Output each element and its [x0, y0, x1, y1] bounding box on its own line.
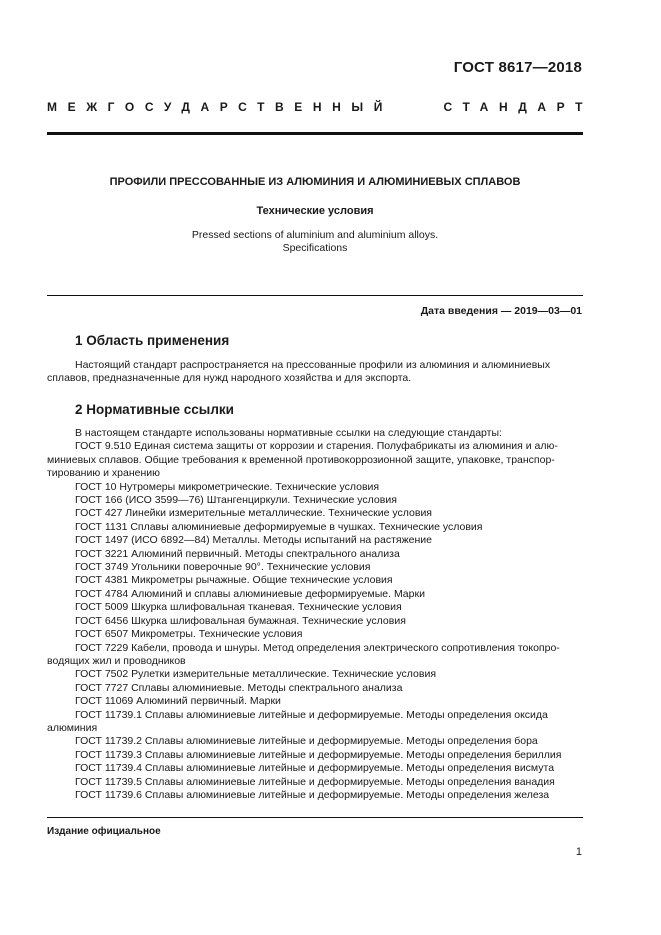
standard-number: ГОСТ 8617—2018 [453, 59, 582, 76]
section-1-text [47, 359, 583, 386]
reference-line: ГОСТ 1131 Сплавы алюминиевые деформируемые в чушках. Технические условия [75, 520, 483, 533]
reference-line: ГОСТ 11739.6 Сплавы алюминиевые литейные и деформируемые. Методы определения железа [75, 788, 550, 801]
standard-word: СТАНДАРТ [443, 100, 593, 114]
footer-divider [47, 817, 583, 818]
page-number: 1 [575, 846, 582, 858]
reference-continuation: алюминия [47, 721, 98, 734]
normative-references-list [47, 427, 583, 802]
english-title-line: Pressed sections of aluminium and aluminium alloys. [191, 229, 439, 241]
reference-line: ГОСТ 11739.1 Сплавы алюминиевые литейные и деформируемые. Методы определения оксида [75, 708, 548, 721]
reference-continuation: водящих жил и проводников [47, 654, 186, 667]
text-line: сплавов, предназначенные для нужд народного хозяйства и для экспорта. [47, 372, 412, 385]
reference-line: ГОСТ 7727 Сплавы алюминиевые. Методы спектрального анализа [75, 681, 403, 694]
reference-line: ГОСТ 11069 Алюминий первичный. Марки [75, 695, 281, 708]
reference-line: ГОСТ 166 (ИСО 3599—76) Штангенциркули. Технические условия [75, 494, 397, 507]
english-title [47, 229, 583, 255]
reference-line: ГОСТ 11739.2 Сплавы алюминиевые литейные и деформируемые. Методы определения бора [75, 735, 538, 748]
reference-line: ГОСТ 1497 (ИСО 6892—84) Металлы. Методы испытаний на растяжение [75, 534, 432, 547]
introduction-date: Дата введения — 2019—03—01 [420, 305, 582, 317]
official-edition-label: Издание официальное [47, 826, 161, 837]
english-title-line: Specifications [282, 242, 348, 254]
section-1-heading: 1 Область применения [75, 333, 230, 348]
reference-line: ГОСТ 11739.4 Сплавы алюминиевые литейные и деформируемые. Методы определения висмута [75, 762, 555, 775]
section-2-heading: 2 Нормативные ссылки [75, 402, 234, 417]
reference-line: ГОСТ 7229 Кабели, провода и шнуры. Метод определения электрического сопротивления токопро- [75, 641, 560, 654]
reference-line: ГОСТ 10 Нутромеры микрометрические. Технические условия [75, 480, 380, 493]
reference-line: ГОСТ 11739.3 Сплавы алюминиевые литейные и деформируемые. Методы определения бериллия [75, 748, 562, 761]
reference-line: ГОСТ 6456 Шкурка шлифовальная бумажная. Технические условия [75, 614, 406, 627]
reference-line: ГОСТ 4784 Алюминий и сплавы алюминиевые деформируемые. Марки [75, 587, 425, 600]
reference-line: ГОСТ 4381 Микрометры рычажные. Общие технические условия [75, 574, 393, 587]
reference-line: ГОСТ 3749 Угольники поверочные 90°. Технические условия [75, 561, 371, 574]
interstate-word: МЕЖГОСУДАРСТВЕННЫЙ [47, 100, 393, 114]
document-subtitle: Технические условия [256, 205, 374, 217]
reference-line: ГОСТ 427 Линейки измерительные металлические. Технические условия [75, 507, 432, 520]
text-line: В настоящем стандарте использованы нормативные ссылки на следующие стандарты: [75, 427, 502, 439]
title-divider [47, 295, 583, 296]
reference-line: ГОСТ 9.510 Единая система защиты от коррозии и старения. Полуфабрикаты из алюминия и алю- [75, 440, 558, 453]
reference-continuation: миниевых сплавов. Общие требования к временной противокоррозионной защите, упаковке, транспор- [47, 453, 555, 466]
reference-line: ГОСТ 3221 Алюминий первичный. Методы спектрального анализа [75, 547, 400, 560]
reference-line: ГОСТ 6507 Микрометры. Технические условия [75, 628, 303, 641]
text-line: Настоящий стандарт распространяется на прессованные профили из алюминия и алюминиевых [75, 359, 551, 371]
reference-line: ГОСТ 5009 Шкурка шлифовальная тканевая. Технические условия [75, 601, 402, 614]
reference-line: ГОСТ 7502 Рулетки измерительные металлические. Технические условия [75, 668, 437, 681]
reference-continuation: тированию и хранению [47, 467, 160, 480]
document-title: ПРОФИЛИ ПРЕССОВАННЫЕ ИЗ АЛЮМИНИЯ И АЛЮМИНИЕВЫХ СПЛАВОВ [109, 176, 521, 188]
reference-line: ГОСТ 11739.5 Сплавы алюминиевые литейные и деформируемые. Методы определения ванадия [75, 775, 555, 788]
header-divider [47, 132, 583, 135]
